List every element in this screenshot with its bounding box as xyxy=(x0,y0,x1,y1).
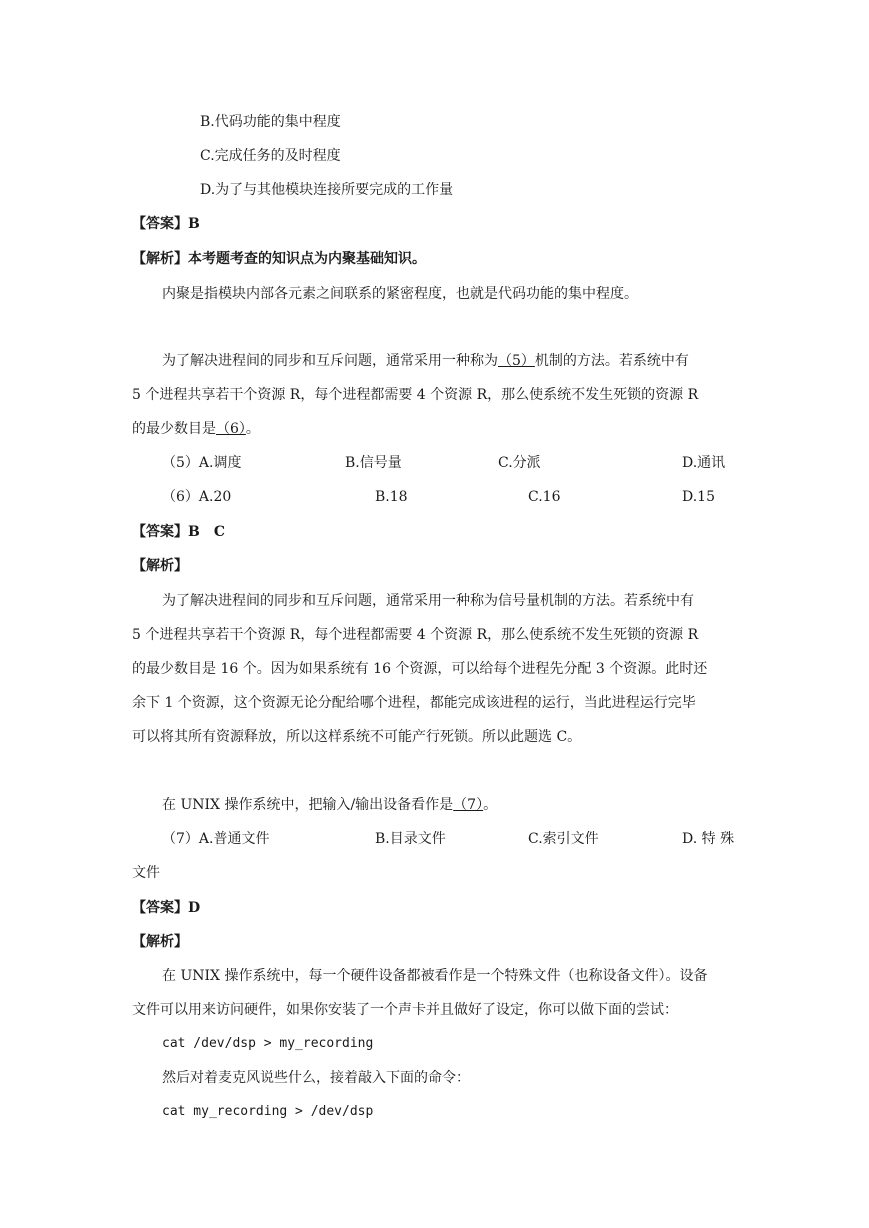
analysis-title: 本考题考查的知识点为内聚基础知识。 xyxy=(188,251,426,267)
question-stem-7 xyxy=(162,795,497,815)
option-b: B.代码功能的集中程度 xyxy=(200,114,341,130)
analysis-line xyxy=(132,249,426,269)
answer-value: D xyxy=(188,900,201,916)
option-5b: B.信号量 xyxy=(345,455,402,471)
stem-text: 的最少数目是 xyxy=(132,421,216,437)
option-6d: D.15 xyxy=(682,489,715,505)
option-7a: （7）A.普通文件 xyxy=(162,831,270,847)
analysis-line-2: 文件可以用来访问硬件，如果你安装了一个声卡并且做好了设定，你可以做下面的尝试： xyxy=(132,1002,678,1018)
answer-value: B xyxy=(188,216,200,232)
option-5c: C.分派 xyxy=(498,455,541,471)
answer-line xyxy=(132,522,225,542)
option-5a: （5）A.调度 xyxy=(162,455,242,471)
question-stem-line-1 xyxy=(162,351,689,371)
analysis-line-5: 可以将其所有资源释放，所以这样系统不可能产行死锁。所以此题选 C。 xyxy=(132,729,582,745)
analysis-label: 【解析】 xyxy=(132,934,188,950)
analysis-line-2: 5 个进程共享若干个资源 R，每个进程都需要 4 个资源 R，那么使系统不发生死锁的资源 R xyxy=(132,627,699,643)
option-6b: B.18 xyxy=(375,489,408,505)
command-line-1: cat /dev/dsp > my_recording xyxy=(162,1036,374,1051)
option-6c: C.16 xyxy=(528,489,561,505)
option-6a: （6）A.20 xyxy=(162,489,232,505)
blank-6: （6） xyxy=(216,421,246,437)
analysis-label: 【解析】 xyxy=(132,558,188,574)
analysis-line-1: 在 UNIX 操作系统中，每一个硬件设备都被看作是一个特殊文件（也称设备文件）。设备 xyxy=(162,968,708,984)
answer-label: 【答案】 xyxy=(132,216,188,232)
stem-text: 为了解决进程间的同步和互斥问题，通常采用一种称为 xyxy=(162,353,498,369)
analysis-line-3: 的最少数目是 16 个。因为如果系统有 16 个资源，可以给每个进程先分配 3 个资源。此时还 xyxy=(132,661,708,677)
answer-label: 【答案】 xyxy=(132,900,188,916)
analysis-line-4: 余下 1 个资源，这个资源无论分配给哪个进程，都能完成该进程的运行，当此进程运行完毕 xyxy=(132,695,696,711)
analysis-label: 【解析】 xyxy=(132,251,188,267)
answer-line xyxy=(132,214,200,234)
option-7d: D. 特 殊 xyxy=(682,831,735,847)
blank-5: （5） xyxy=(498,353,535,369)
answer-value: B C xyxy=(188,524,225,540)
option-7b: B.目录文件 xyxy=(375,831,446,847)
stem-text: 。 xyxy=(483,797,498,813)
answer-line xyxy=(132,898,200,918)
option-7c: C.索引文件 xyxy=(528,831,599,847)
option-5d: D.通讯 xyxy=(682,455,726,471)
stem-text: 在 UNIX 操作系统中，把输入/输出设备看作是 xyxy=(162,797,454,813)
option-c: C.完成任务的及时程度 xyxy=(200,148,341,164)
option-d: D.为了与其他模块连接所要完成的工作量 xyxy=(200,182,454,198)
question-stem-line-2: 5 个进程共享若干个资源 R，每个进程都需要 4 个资源 R，那么使系统不发生死锁的资源 R xyxy=(132,387,699,403)
blank-7: （7） xyxy=(453,797,484,813)
analysis-line-3: 然后对着麦克风说些什么，接着敲入下面的命令： xyxy=(162,1070,470,1086)
stem-text: 机制的方法。若系统中有 xyxy=(534,353,689,369)
option-7d-wrap: 文件 xyxy=(132,865,160,881)
stem-text: 。 xyxy=(245,421,260,437)
command-line-2: cat my_recording > /dev/dsp xyxy=(162,1104,374,1119)
question-stem-line-3 xyxy=(132,419,260,439)
answer-label: 【答案】 xyxy=(132,524,188,540)
analysis-line-1: 为了解决进程间的同步和互斥问题，通常采用一种称为信号量机制的方法。若系统中有 xyxy=(162,593,694,609)
analysis-body: 内聚是指模块内部各元素之间联系的紧密程度，也就是代码功能的集中程度。 xyxy=(162,286,638,302)
